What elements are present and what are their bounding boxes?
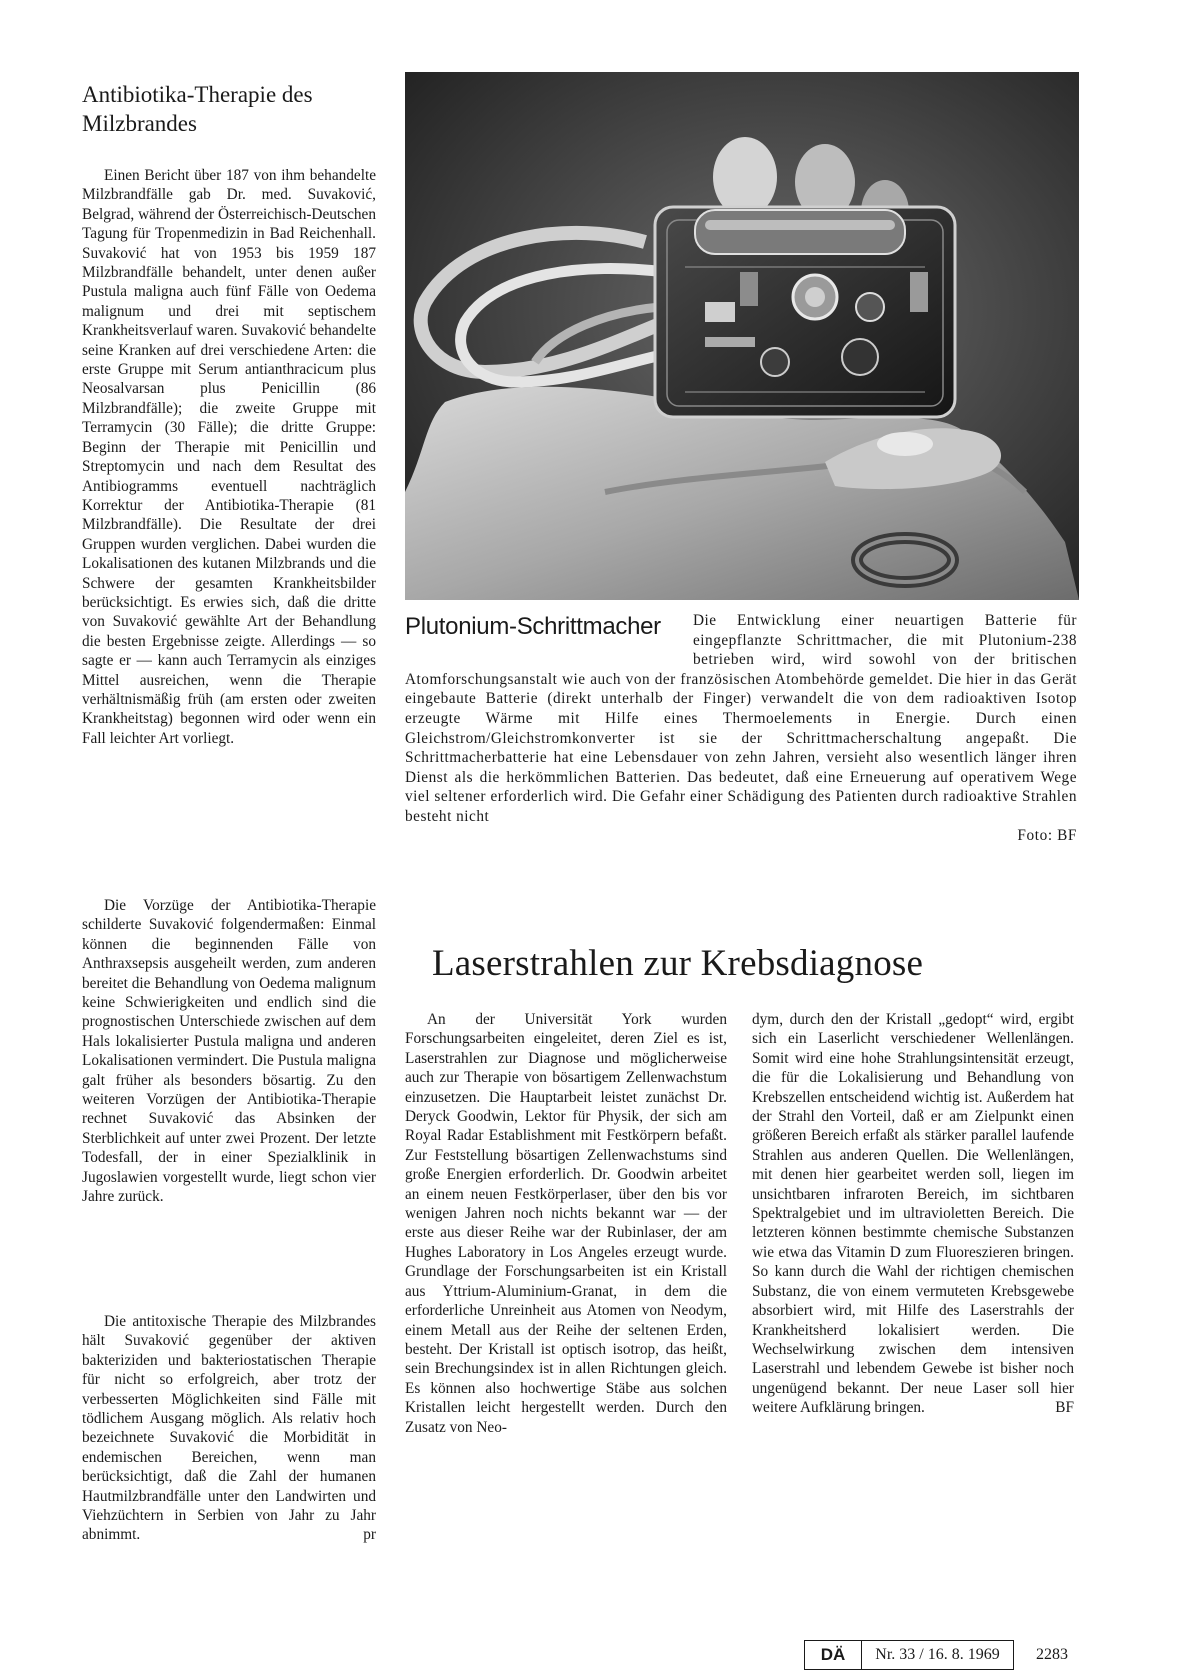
article-column <box>405 1010 727 1437</box>
pacemaker-illustration <box>405 72 1079 600</box>
paragraph <box>752 1010 1074 1418</box>
article-column <box>752 1010 1074 1418</box>
pacemaker-photo <box>405 72 1079 600</box>
page-number: 2283 <box>1036 1646 1068 1663</box>
article-title-laser: Laserstrahlen zur Krebsdiagnose <box>432 943 924 984</box>
caption-text: Die Entwicklung einer neuartigen Batterie für eingepflanzte Schrittmacher, die mit Plutonium-238 betrieben wird, wird sowohl von der britischen Atomforschungsanstalt wie auch von der französischen Atombehörde gemeldet. Die hier in das Gerät eingebaute Batterie (direkt unterhalb der Finger) verwandelt die von dem radioaktiven Isotop erzeugte Wärme mit Hilfe eines Thermoelements in Energie. Durch einen Gleichstrom/Gleichstromkonverter ist sie der Schrittmacherschaltung angepaßt. Die Schrittmacherbatterie hat eine Lebensdauer von zehn Jahren, versieht also wesentlich länger ihren Dienst als die herkömmlichen Batterien. Das bedeutet, daß eine Erneuerung auf operativem Wege viel seltener erforderlich wird. Die Gefahr einer Schädigung des Patienten durch radioaktive Strahlen besteht nicht <box>405 612 1077 825</box>
paragraph: An der Universität York wurden Forschungsarbeiten eingeleitet, deren Ziel es ist, Laserstrahlen zur Diagnose und möglicherweise auch zur Therapie von bösartigem Zellenwachstum einzusetzen. Die Hauptarbeit leistet zunächst Dr. Deryck Goodwin, Lektor für Physik, der sich am Royal Radar Establishment mit Festkörpern befaßt. Zur Feststellung bösartigen Zellenwachstums sind große Energien erforderlich. Dr. Goodwin arbeitet an einem neuen Festkörperlaser, über den bis vor wenigen Jahren noch nichts bekannt war — der erste aus dieser Reihe war der Rubinlaser, der am Hughes Laboratory in Los Angeles erzeugt wurde. Grundlage der Forschungsarbeiten ist ein Kristall aus Yttrium-Aluminium-Granat, in dem die erforderliche Unreinheit aus Atomen von Neodym, einem Metall aus der Reihe der seltenen Erden, besteht. Der Kristall ist optisch isotrop, das heißt, sein Brechungsindex ist in allen Richtungen gleich. Es können also hochwertige Stäbe aus solchen Kristallen leicht hergestellt werden. Durch den Zusatz von Neo- <box>405 1011 727 1436</box>
photo-credit: Foto: BF <box>1017 827 1077 844</box>
article-column <box>82 1312 376 1545</box>
signature: pr <box>363 1526 376 1544</box>
paragraph <box>82 1312 376 1545</box>
photo-caption-title: Plutonium-Schrittmacher <box>405 613 661 640</box>
paragraph: Die Vorzüge der Antibiotika-Therapie schilderte Suvaković folgendermaßen: Einmal können die beginnenden Fälle von Anthraxsepsis ausgeheilt werden, zum anderen bereitet die Behandlung von Oedema malignum keine Schwierigkeiten und endlich sind die prognostischen Unterschiede zwischen auf dem Hals lokalisierter Pustula maligna und anderen Lokalisationen vermindert. Die Pustula maligna galt früher als besonders bösartig. Zu den weiteren Vorzügen der Antibiotika-Therapie rechnet Suvaković das Absinken der Sterblichkeit auf unter zwei Prozent. Der letzte Todesfall, der in einer Spezialklinik in Jugoslawien vorgestellt wurde, liegt schon vier Jahre zurück. <box>82 897 376 1206</box>
article-title-antibiotika: Antibiotika-Therapie des Milzbrandes <box>82 82 313 136</box>
paragraph: Einen Bericht über 187 von ihm behandelte Milzbrandfälle gab Dr. med. Suvaković, Belgrad, während der Österreichisch-Deutschen Tagung für Tropenmedizin in Bad Reichenhall. Suvaković hat von 1953 bis 1959 187 Milzbrandfälle behandelt, unter denen außer Pustula maligna auch fünf Fälle von Oedema malignum und drei mit septischem Krankheitsverlauf waren. Suvaković behandelte seine Kranken auf drei verschiedene Arten: die erste Gruppe mit Serum antianthracicum plus Neosalvarsan plus Penicillin (86 Milzbrandfälle); die zweite Gruppe mit Terramycin (30 Fälle); die dritte Gruppe: Beginn der Therapie mit Penicillin und Streptomycin und nach dem Resultat des Antibiogramms eventuell nachträglich Korrektur der Antibiotika-Therapie (81 Milzbrandfälle). Die Resultate der drei Gruppen wurden verglichen. Dabei wurden die Lokalisationen des kutanen Milzbrands und die Schwere der gesamten Krankheitsbilder berücksichtigt. Es erwies sich, daß die dritte von Suvaković gewählte Art der Behandlung die besten Ergebnisse zeigte. Allerdings — so sagte er — kann auch Terramycin als einziges Mittel ausreichen, wenn die Therapie verhältnismäßig früh (am ersten oder zweiten Krankheitstag) begonnen wird oder wenn ein Fall leichter Art vorliegt. <box>82 167 376 747</box>
journal-logo: DÄ <box>804 1640 862 1670</box>
article-column <box>82 166 376 748</box>
paragraph-text: dym, durch den der Kristall „gedopt“ wird, ergibt sich ein Laserlicht verschiedener Wellenlängen. Somit wird eine hohe Strahlungsintensität erzeugt, die für die Lokalisierung und Behandlung von Krebszellen entscheidend wichtig ist. Außerdem hat der Strahl den Vorteil, daß er am Zielpunkt einen größeren Bereich erfaßt als stärker parallel laufende Strahlen aus anderen Quellen. Die Wellenlängen, mit denen hier gearbeitet werden soll, liegen im unsichtbaren infraroten Bereich, im sichtbaren Spektralgebiet und im ultravioletten Bereich. Die letzteren können bestimmte chemische Substanzen wie etwa das Vitamin D zum Fluoreszieren bringen. So kann durch die Wahl der richtigen chemischen Substanz, die von einem vermuteten Krebsgewebe absorbiert wird, mit Hilfe des Laserstrahls der Krankheitsherd lokalisiert werden. Die Wechselwirkung zwischen dem intensiven Laserstrahl und lebendem Gewebe ist bisher noch ungenügend bekannt. Der neue Laser soll hier weitere Aufklärung bringen. <box>752 1011 1074 1417</box>
signature: BF <box>1055 1399 1074 1417</box>
issue-number: Nr. 33 / 16. 8. 1969 <box>862 1640 1014 1670</box>
photo-caption <box>405 611 1077 827</box>
article-column <box>82 896 376 1207</box>
paragraph-text: Die antitoxische Therapie des Milzbrandes hält Suvaković gegenüber der aktiven bakteriziden und bakteriostatischen Therapie für nicht so erfolgreich, aber trotz der verbesserten Möglichkeiten sind Fälle mit tödlichem Ausgang möglich. Als relativ hoch bezeichnete Suvaković die Morbidität in endemischen Bereichen, wenn man berücksichtigt, daß die Zahl der humanen Hautmilzbrandfälle unter den Landwirten und Viehzüchtern in Serbien von Jahr zu Jahr abnimmt. <box>82 1313 376 1544</box>
